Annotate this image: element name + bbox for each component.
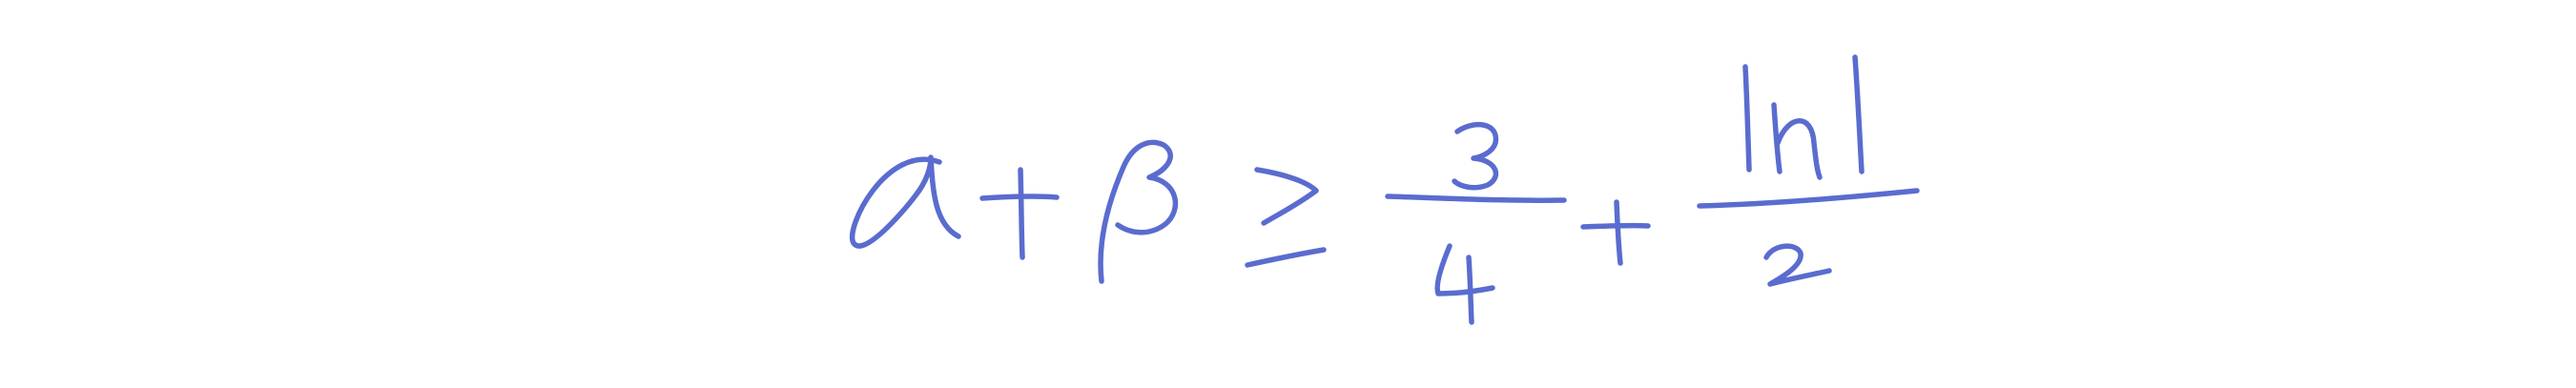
fraction-1-numerator (1454, 125, 1495, 188)
svg-text:≥: ≥ (1278, 219, 1279, 220)
fraction-1-denominator (1437, 246, 1493, 322)
fraction-three-quarters (1388, 125, 1564, 322)
alpha-symbol (853, 157, 958, 246)
fraction-abs-h-over-two (1700, 57, 1917, 284)
svg-text:+: + (1617, 234, 1618, 235)
fraction-1-bar (1388, 196, 1564, 200)
fraction-2-numerator (1745, 57, 1862, 177)
plus-sign-1 (982, 170, 1057, 257)
fraction-2-denominator (1766, 246, 1829, 284)
svg-text:2: 2 (1793, 267, 1794, 268)
svg-text:4: 4 (1464, 286, 1465, 287)
svg-text:α: α (896, 219, 897, 220)
fraction-2-bar (1700, 191, 1917, 206)
svg-text:+: + (1020, 219, 1021, 220)
svg-text:β: β (1135, 219, 1136, 220)
plus-sign-2 (1583, 202, 1648, 263)
beta-symbol (1101, 142, 1175, 281)
geq-symbol (1247, 170, 1324, 265)
svg-text:3: 3 (1473, 157, 1474, 158)
